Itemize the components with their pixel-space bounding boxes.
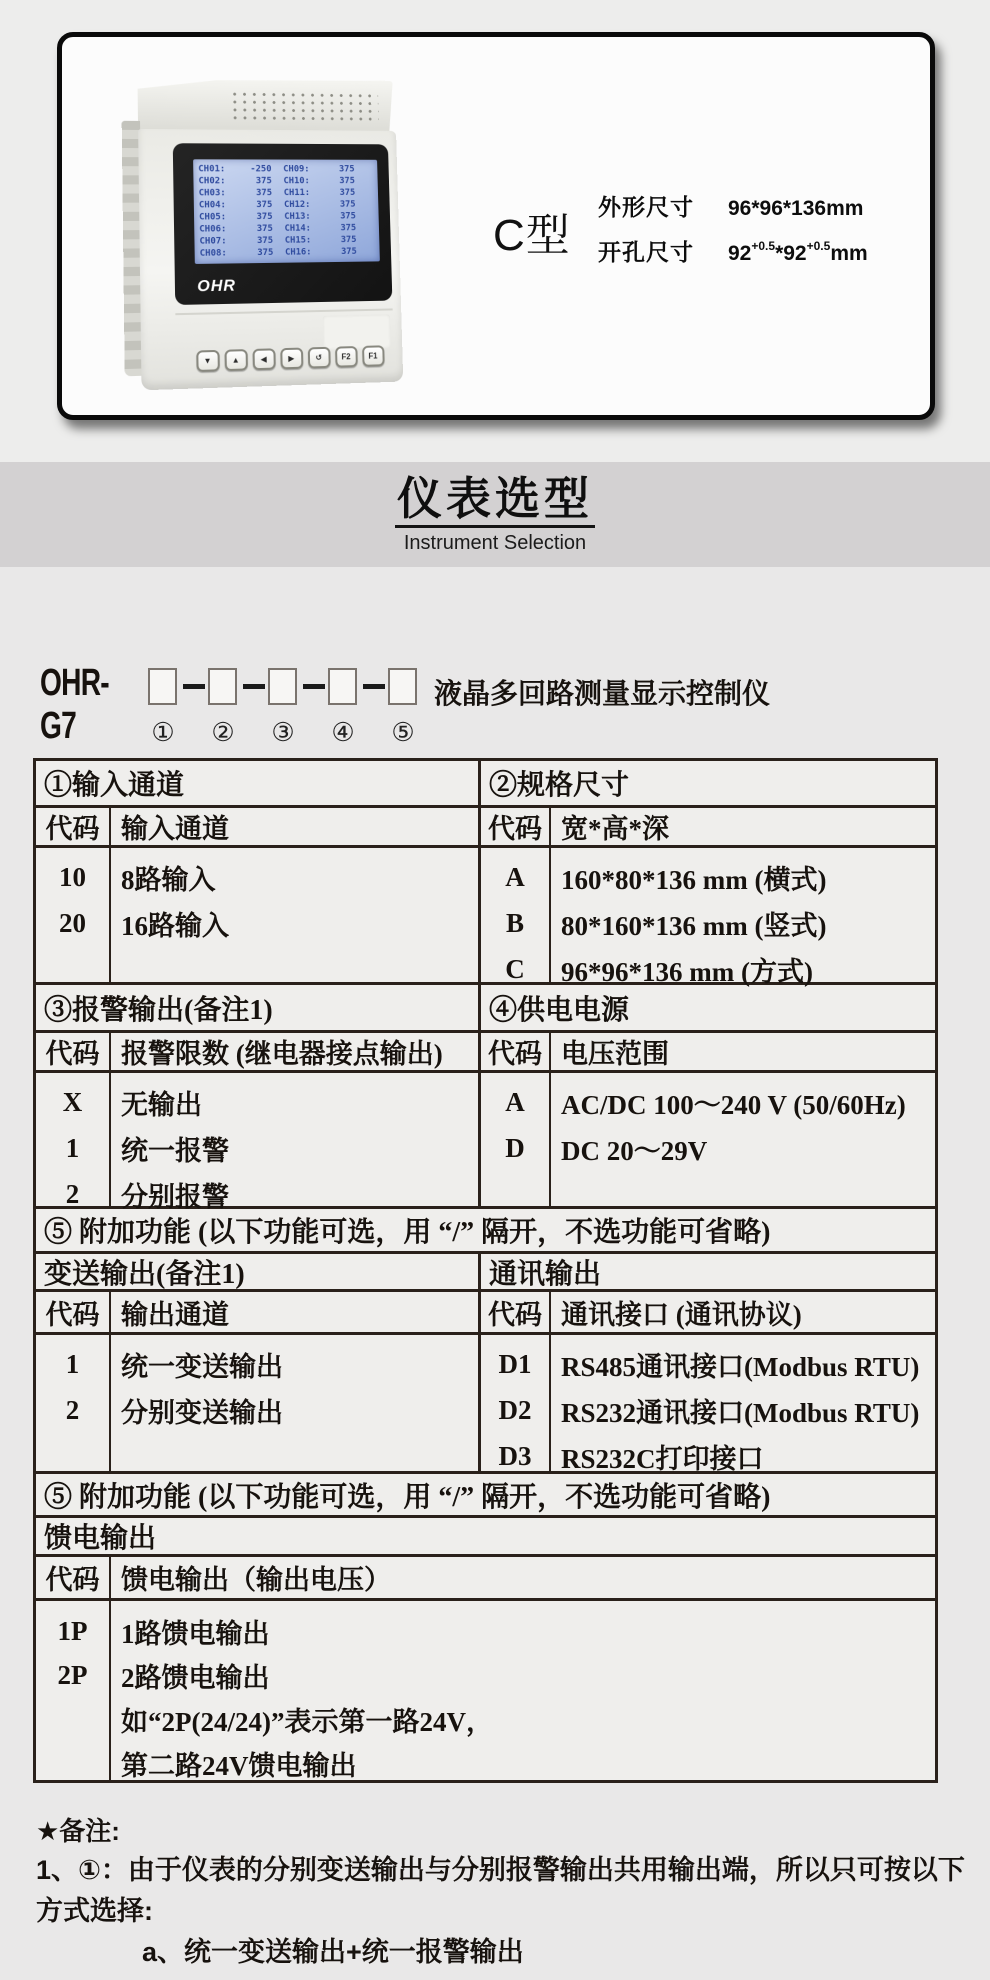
code-cell: D3 (498, 1440, 532, 1471)
device-button: ▼ (196, 349, 220, 371)
lcd-row: CH04: 375 CH12: 375 (198, 199, 356, 211)
desc-column (551, 1073, 935, 1206)
code-cell: D2 (498, 1394, 532, 1425)
product-hero-card (57, 32, 935, 420)
dash-separator (303, 684, 325, 689)
vent-holes (229, 90, 379, 125)
lcd-row: CH06: 375 CH14: 375 (199, 223, 357, 235)
desc-header: 馈电输出（输出电压） (121, 1565, 391, 1595)
lcd-row: CH08: 375 CH16: 375 (199, 246, 357, 259)
code-column (36, 848, 111, 982)
code-cell: D (505, 1132, 525, 1163)
code-box (388, 668, 417, 705)
desc-cell: 160*80*136 mm (横式) (561, 864, 827, 895)
code-column (36, 1073, 111, 1209)
addon-function-text: ⑤ 附加功能 (以下功能可选，用 “/” 隔开，不选功能可省略) (44, 1481, 771, 1513)
addon-function-text: ⑤ 附加功能 (以下功能可选，用 “/” 隔开，不选功能可省略) (44, 1217, 771, 1248)
cutout-dimension-label: 开孔尺寸 (598, 239, 694, 265)
cutout-dimension-value: $92^{+0.5}*92^{+0.5}mm$ (728, 239, 868, 265)
dash-separator (363, 684, 385, 689)
code-box (148, 668, 177, 705)
lcd-row: CH02: 375 CH10: 375 (198, 176, 355, 187)
desc-column (551, 1335, 935, 1474)
slot-number: ⑤ (391, 718, 415, 747)
section-banner (0, 462, 990, 567)
footnotes (36, 1812, 966, 1973)
section-subtitle: Instrument Selection (403, 531, 587, 554)
code-slot-4 (328, 668, 358, 747)
code-cell: 1 (65, 1348, 80, 1379)
code-header: 代码 (36, 808, 111, 845)
desc-header: 通讯接口 (通讯协议) (561, 1299, 802, 1330)
code-cell: 10 (59, 861, 86, 892)
desc-cell: RS232通讯接口(Modbus RTU) (561, 1397, 920, 1428)
size-section-title: ②规格尺寸 (489, 770, 630, 801)
desc-column (111, 1335, 481, 1471)
desc-cell: 分别变送输出 (121, 1397, 283, 1428)
code-cell: 20 (59, 907, 86, 938)
device-button: F1 (362, 345, 385, 367)
footnote-line: 方式选择: (36, 1896, 153, 1926)
display-bezel (173, 143, 393, 305)
footnote-line: a、统一变送输出+统一报警输出 (142, 1937, 524, 1967)
code-header: 代码 (481, 1292, 551, 1332)
desc-cell: 统一变送输出 (121, 1351, 283, 1382)
code-column (481, 848, 551, 982)
code-cell: X (62, 1086, 83, 1117)
desc-column (111, 848, 481, 982)
desc-cell: 16路输入 (121, 910, 229, 941)
desc-header: 电压范围 (561, 1039, 669, 1069)
desc-column (551, 848, 935, 987)
code-column (481, 1335, 551, 1471)
section-title: 仪表选型 (395, 474, 595, 528)
code-cell: 1P (57, 1615, 88, 1646)
alarm-output-section-title: ③报警输出(备注1) (36, 985, 481, 1030)
slot-number: ④ (331, 718, 355, 747)
device-button: ▶ (280, 347, 303, 369)
device-button: ◀ (252, 348, 275, 370)
feed-example-line: 如“2P(24/24)”表示第一路24V， (121, 1706, 493, 1737)
input-channel-section-title: ①输入通道 (36, 761, 481, 805)
desc-header: 宽*高*深 (561, 814, 669, 844)
desc-cell: 2路馈电输出 (121, 1662, 270, 1693)
dash-separator (243, 684, 265, 689)
code-slot-3 (268, 668, 298, 747)
section3-body-row (36, 1332, 935, 1474)
code-header: 代码 (481, 808, 551, 845)
transmit-output-section-title: 变送输出(备注1) (36, 1254, 481, 1289)
code-cell: 1 (65, 1132, 80, 1163)
lcd-screen (193, 159, 380, 264)
desc-header: 报警限数 (继电器接点输出) (111, 1033, 481, 1070)
code-slot-2 (208, 668, 238, 747)
device-button: ▲ (224, 349, 247, 371)
code-box (328, 668, 357, 705)
selection-table (33, 758, 938, 1783)
code-box (268, 668, 297, 705)
comm-output-section-title: 通讯输出 (489, 1258, 602, 1290)
desc-cell: RS485通讯接口(Modbus RTU) (561, 1351, 920, 1382)
code-column (481, 1073, 551, 1206)
product-description: 液晶多回路测量显示控制仪 (434, 679, 771, 710)
code-slot-5 (388, 668, 418, 747)
section3-subheader-row (36, 1289, 935, 1332)
desc-cell: DC 20～29V (561, 1135, 708, 1166)
footnote-line: 1、①：由于仪表的分别变送输出与分别报警输出共用输出端，所以只可按以下 (36, 1855, 965, 1885)
model-prefix: OHR-G7 (40, 662, 109, 747)
instrument-photo (121, 77, 403, 391)
code-cell: A (505, 861, 525, 892)
desc-cell: 1路馈电输出 (121, 1618, 270, 1649)
desc-cell: RS232C打印接口 (561, 1443, 764, 1474)
desc-cell: 无输出 (121, 1089, 202, 1120)
slot-number: ① (151, 718, 175, 747)
desc-column (111, 1073, 481, 1212)
code-column (36, 1335, 111, 1471)
code-cell: B (505, 907, 524, 938)
dimension-specs (598, 189, 868, 279)
lcd-row: CH01: -250 CH09: 375 (198, 164, 355, 175)
code-header: 代码 (481, 1033, 551, 1070)
lcd-row: CH05: 375 CH13: 375 (199, 211, 356, 223)
device-button: ↺ (307, 346, 330, 368)
desc-column (111, 1601, 935, 1780)
feed-output-title: 馈电输出 (44, 1523, 157, 1554)
section1-subheader-row (36, 805, 935, 845)
section2-subheader-row (36, 1030, 935, 1070)
code-header: 代码 (36, 1292, 111, 1332)
code-cell: C (505, 953, 525, 984)
device-front-panel (138, 129, 403, 390)
feed-output-subheader-row (36, 1554, 935, 1598)
feed-example-line: 第二路24V馈电输出 (121, 1750, 357, 1781)
brand-logo: OHR (197, 277, 237, 296)
power-supply-section-title: ④供电电源 (489, 994, 630, 1026)
code-header: 代码 (36, 1033, 111, 1070)
device-button: F2 (335, 346, 358, 368)
code-header: 代码 (36, 1557, 111, 1598)
outline-dimension-value: 96*96*136mm (728, 197, 864, 220)
section2-header-row (36, 982, 935, 1030)
case-type-label: C型 (493, 211, 571, 260)
lcd-row: CH03: 375 CH11: 375 (198, 188, 356, 199)
outline-dimension-row (598, 189, 868, 222)
section3-header-row (36, 1251, 935, 1289)
section2-body-row (36, 1070, 935, 1212)
desc-header: 输出通道 (111, 1292, 481, 1332)
dash-separator (183, 684, 205, 689)
feed-output-title-row (36, 1515, 935, 1554)
addon-function-row-1 (36, 1206, 935, 1251)
code-cell: 2P (57, 1659, 88, 1690)
desc-cell: 96*96*136 mm (方式) (561, 956, 813, 987)
device-top-vent-panel (137, 77, 394, 133)
slot-number: ② (211, 718, 235, 747)
cutout-dimension-row (598, 234, 868, 267)
code-cell: D1 (498, 1348, 532, 1379)
feed-output-body-row (36, 1598, 935, 1780)
code-cell: A (505, 1086, 525, 1117)
desc-header: 输入通道 (111, 808, 481, 845)
code-slot-1 (148, 668, 178, 747)
code-cell: 2 (65, 1178, 80, 1209)
desc-cell: AC/DC 100～240 V (50/60Hz) (561, 1089, 906, 1120)
code-box (208, 668, 237, 705)
ordering-code-line (40, 648, 770, 748)
device-button-strip (176, 342, 403, 375)
footnote-title: ★备注: (36, 1816, 120, 1846)
section1-body-row (36, 845, 935, 987)
desc-cell: 8路输入 (121, 864, 216, 895)
code-column (36, 1601, 111, 1780)
desc-cell: 分别报警 (121, 1181, 229, 1212)
outline-dimension-label: 外形尺寸 (598, 194, 694, 220)
slot-number: ③ (271, 718, 295, 747)
lcd-row: CH07: 375 CH15: 375 (199, 235, 357, 247)
section1-header-row (36, 761, 935, 805)
desc-cell: 80*160*136 mm (竖式) (561, 910, 827, 941)
desc-cell: 统一报警 (121, 1135, 229, 1166)
code-cell: 2 (65, 1394, 80, 1425)
